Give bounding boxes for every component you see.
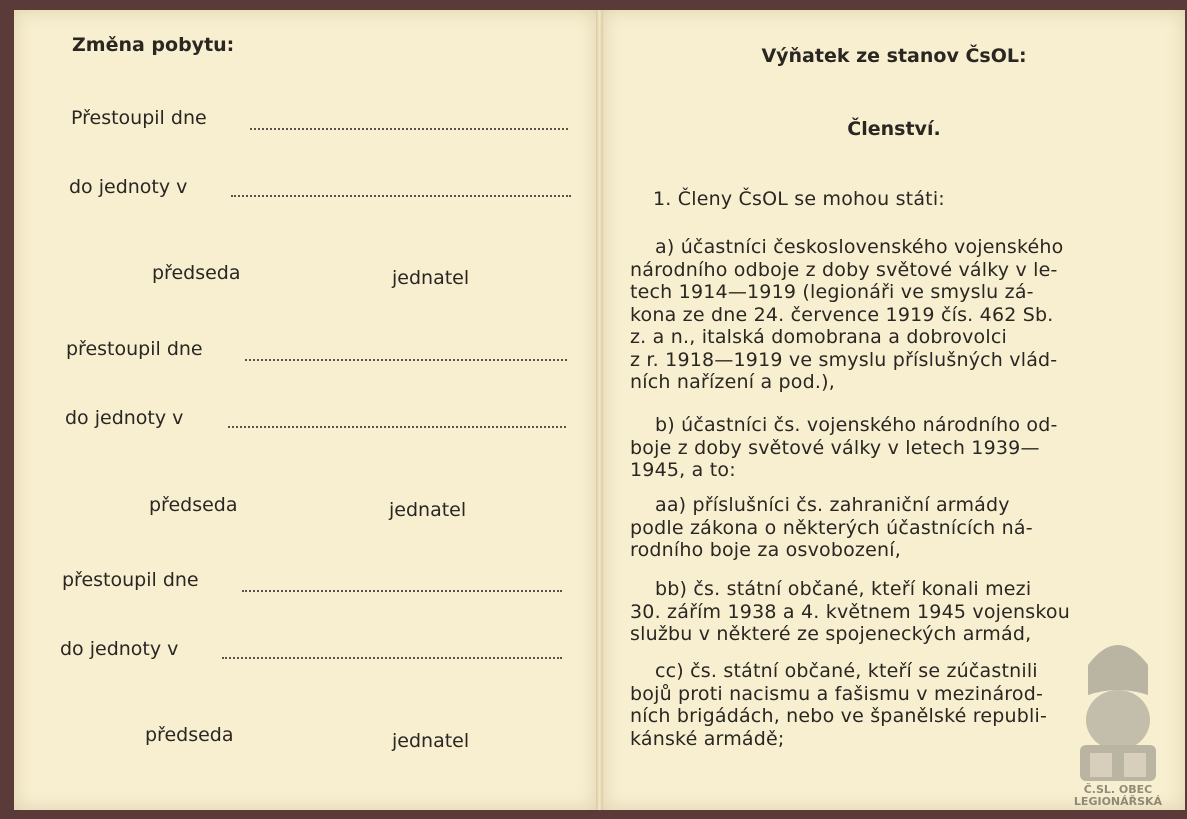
transferred-date-line[interactable] (245, 357, 567, 361)
right-page (603, 10, 1185, 810)
paragraph-aa: aa) příslušníci čs. zahraniční armády podle zákona o některých účastnících ná- rodního boje za osvobození, (630, 494, 1033, 561)
transferred-date-line[interactable] (242, 588, 562, 592)
secretary-label: jednatel (392, 267, 470, 289)
secretary-label: jednatel (389, 499, 467, 521)
transferred-date-line[interactable] (250, 126, 568, 130)
transferred-date-label: přestoupil dne (66, 338, 203, 360)
membership-heading: Členství. (847, 118, 941, 140)
book-gutter (596, 10, 603, 810)
svg-text:LEGIONÁŘSKÁ: LEGIONÁŘSKÁ (1073, 795, 1163, 805)
statute-excerpt-title: Výňatek ze stanov ČsOL: (761, 45, 1027, 67)
unit-line[interactable] (231, 193, 571, 197)
transferred-date-label: Přestoupil dne (71, 107, 207, 129)
unit-line[interactable] (228, 424, 566, 428)
unit-label: do jednoty v (65, 407, 184, 429)
unit-label: do jednoty v (60, 638, 179, 660)
paragraph-cc: cc) čs. státní občané, kteří se zúčastnili bojů proti nacismu a fašismu v mezinárod- ních brigádách, nebo ve španělské republi- kánské armádě; (630, 660, 1048, 750)
chairman-label: předseda (149, 494, 238, 516)
paragraph-a: a) účastníci československého vojenského národního odboje z doby světové války v le- tech 1914—1919 (legionáři ve smyslu zá- kona ze dne 24. července 1919 čís. 462 Sb. z. a n., italská domobrana a dobrovolci z r. 1918—1919 ve smyslu příslušných vlád- ních nařízení a pod.), (630, 236, 1064, 393)
left-page (14, 10, 596, 810)
secretary-label: jednatel (392, 730, 470, 752)
chairman-label: předseda (145, 724, 234, 746)
change-of-residence-title: Změna pobytu: (72, 34, 235, 56)
unit-line[interactable] (222, 655, 562, 659)
legion-watermark-logo (1058, 625, 1178, 805)
transferred-date-label: přestoupil dne (62, 569, 199, 591)
paragraph-b: b) účastníci čs. vojenského národního od- boje z doby světové války v letech 1939— 1945, a to: (630, 414, 1058, 481)
point-1: 1. Členy ČsOL se mohou státi: (653, 188, 945, 210)
paragraph-bb: bb) čs. státní občané, kteří konali mezi 30. zářím 1938 a 4. květnem 1945 vojenskou službu v některé ze spojeneckých armád, (630, 578, 1070, 645)
unit-label: do jednoty v (69, 176, 188, 198)
svg-text:Č.SL. OBEC: Č.SL. OBEC (1083, 783, 1153, 796)
chairman-label: předseda (152, 262, 241, 284)
